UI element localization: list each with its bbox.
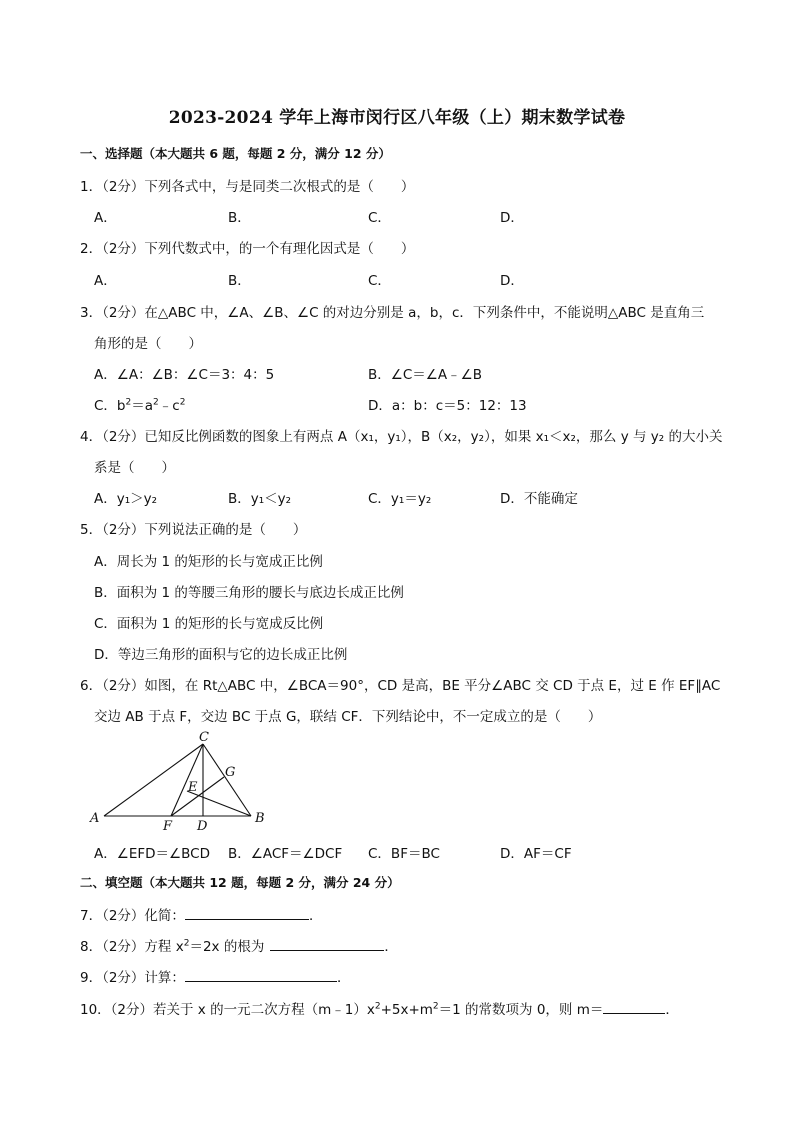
label-f: F (163, 819, 173, 834)
q3-option-b: B．∠C＝∠A﹣∠B (368, 367, 482, 383)
q4-option-d: D．不能确定 (500, 491, 578, 507)
q8-answer-blank[interactable] (270, 936, 384, 951)
question-1-stem: 1．（2分）下列各式中，与是同类二次根式的是（ ） (80, 179, 415, 195)
label-d: D (197, 819, 208, 834)
question-6-stem-line2: 交边 AB 于点 F，交边 BC 于点 G，联结 CF．下列结论中，不一定成立的是（ ） (94, 709, 602, 725)
segment-cf (171, 744, 203, 816)
q1-option-a: A． (94, 210, 117, 226)
question-3-stem-line2: 角形的是（ ） (94, 336, 202, 352)
q3-option-c: C．$b^2=a^2﹣c^2$ (94, 397, 186, 414)
q9-answer-blank[interactable] (185, 967, 337, 982)
section-heading-fill: 二、填空题（本大题共 12 题，每题 2 分，满分 24 分） (80, 875, 400, 890)
q6-option-c: C．BF＝BC (368, 846, 440, 862)
question-8: 8．（2分）方程 $x^2=2x$ 的根为 ． (80, 935, 398, 955)
q10-answer-blank[interactable] (603, 999, 665, 1014)
q1-option-b: B． (228, 210, 251, 226)
q1-option-d: D． (500, 210, 524, 226)
question-3-stem-line1: 3．（2分）在△ABC 中，∠A、∠B、∠C 的对边分别是 a，b，c．下列条件中，不能说明△ABC 是直角三 (80, 305, 705, 321)
geometry-figure (88, 728, 278, 834)
q2-option-d: D． (500, 273, 524, 289)
q7-answer-blank[interactable] (185, 905, 309, 920)
question-10: 10．（2分）若关于 x 的一元二次方程$(m﹣1)x^2+5x+m^2=1$ 的常数项为 0，则 m＝ ． (80, 998, 679, 1018)
q2-option-c: C． (368, 273, 391, 289)
question-5-stem: 5．（2分）下列说法正确的是（ ） (80, 522, 307, 538)
q4-option-c: C．y₁＝y₂ (368, 491, 432, 507)
question-2-stem: 2．（2分）下列代数式中，的一个有理化因式是（ ） (80, 241, 415, 257)
q1-option-c: C． (368, 210, 391, 226)
q5-option-c: C．面积为 1 的矩形的长与宽成反比例 (94, 616, 324, 632)
question-4-stem-line2: 系是（ ） (94, 460, 175, 476)
page-title: 2023-2024 学年上海市闵行区八年级（上）期末数学试卷 (168, 108, 626, 128)
q4-option-b: B．y₁＜y₂ (228, 491, 292, 507)
q3-option-d: D．a：b：c＝5：12：13 (368, 398, 527, 414)
q5-option-b: B．面积为 1 的等腰三角形的腰长与底边长成正比例 (94, 585, 404, 601)
question-4-stem-line1: 4．（2分）已知反比例函数的图象上有两点 A（x₁，y₁），B（x₂，y₂），如果 x₁＜x₂，那么 y 与 y₂ 的大小关 (80, 429, 723, 445)
q3-option-a: A．∠A：∠B：∠C＝3：4：5 (94, 367, 275, 383)
q5-option-d: D．等边三角形的面积与它的边长成正比例 (94, 647, 348, 663)
label-e: E (188, 780, 198, 795)
label-g: G (225, 765, 236, 780)
q4-option-a: A．y₁＞y₂ (94, 491, 158, 507)
q2-option-a: A． (94, 273, 117, 289)
q5-option-a: A．周长为 1 的矩形的长与宽成正比例 (94, 554, 323, 570)
segment-fg (171, 777, 224, 816)
label-b: B (255, 811, 265, 826)
q6-option-d: D．AF＝CF (500, 846, 572, 862)
section-heading-choice: 一、选择题（本大题共 6 题，每题 2 分，满分 12 分） (80, 146, 391, 161)
q6-option-a: A．∠EFD＝∠BCD (94, 846, 210, 862)
question-9: 9．（2分）计算： ． (80, 966, 350, 986)
segment-bc (203, 744, 251, 816)
question-6-stem-line1: 6．（2分）如图，在 Rt△ABC 中，∠BCA＝90°，CD 是高，BE 平分∠ABC 交 CD 于点 E，过 E 作 EF∥AC (80, 678, 721, 694)
question-7: 7．（2分）化简： ． (80, 904, 322, 924)
q6-option-b: B．∠ACF＝∠DCF (228, 846, 343, 862)
label-a: A (90, 811, 100, 826)
q2-option-b: B． (228, 273, 251, 289)
label-c: C (199, 730, 209, 745)
